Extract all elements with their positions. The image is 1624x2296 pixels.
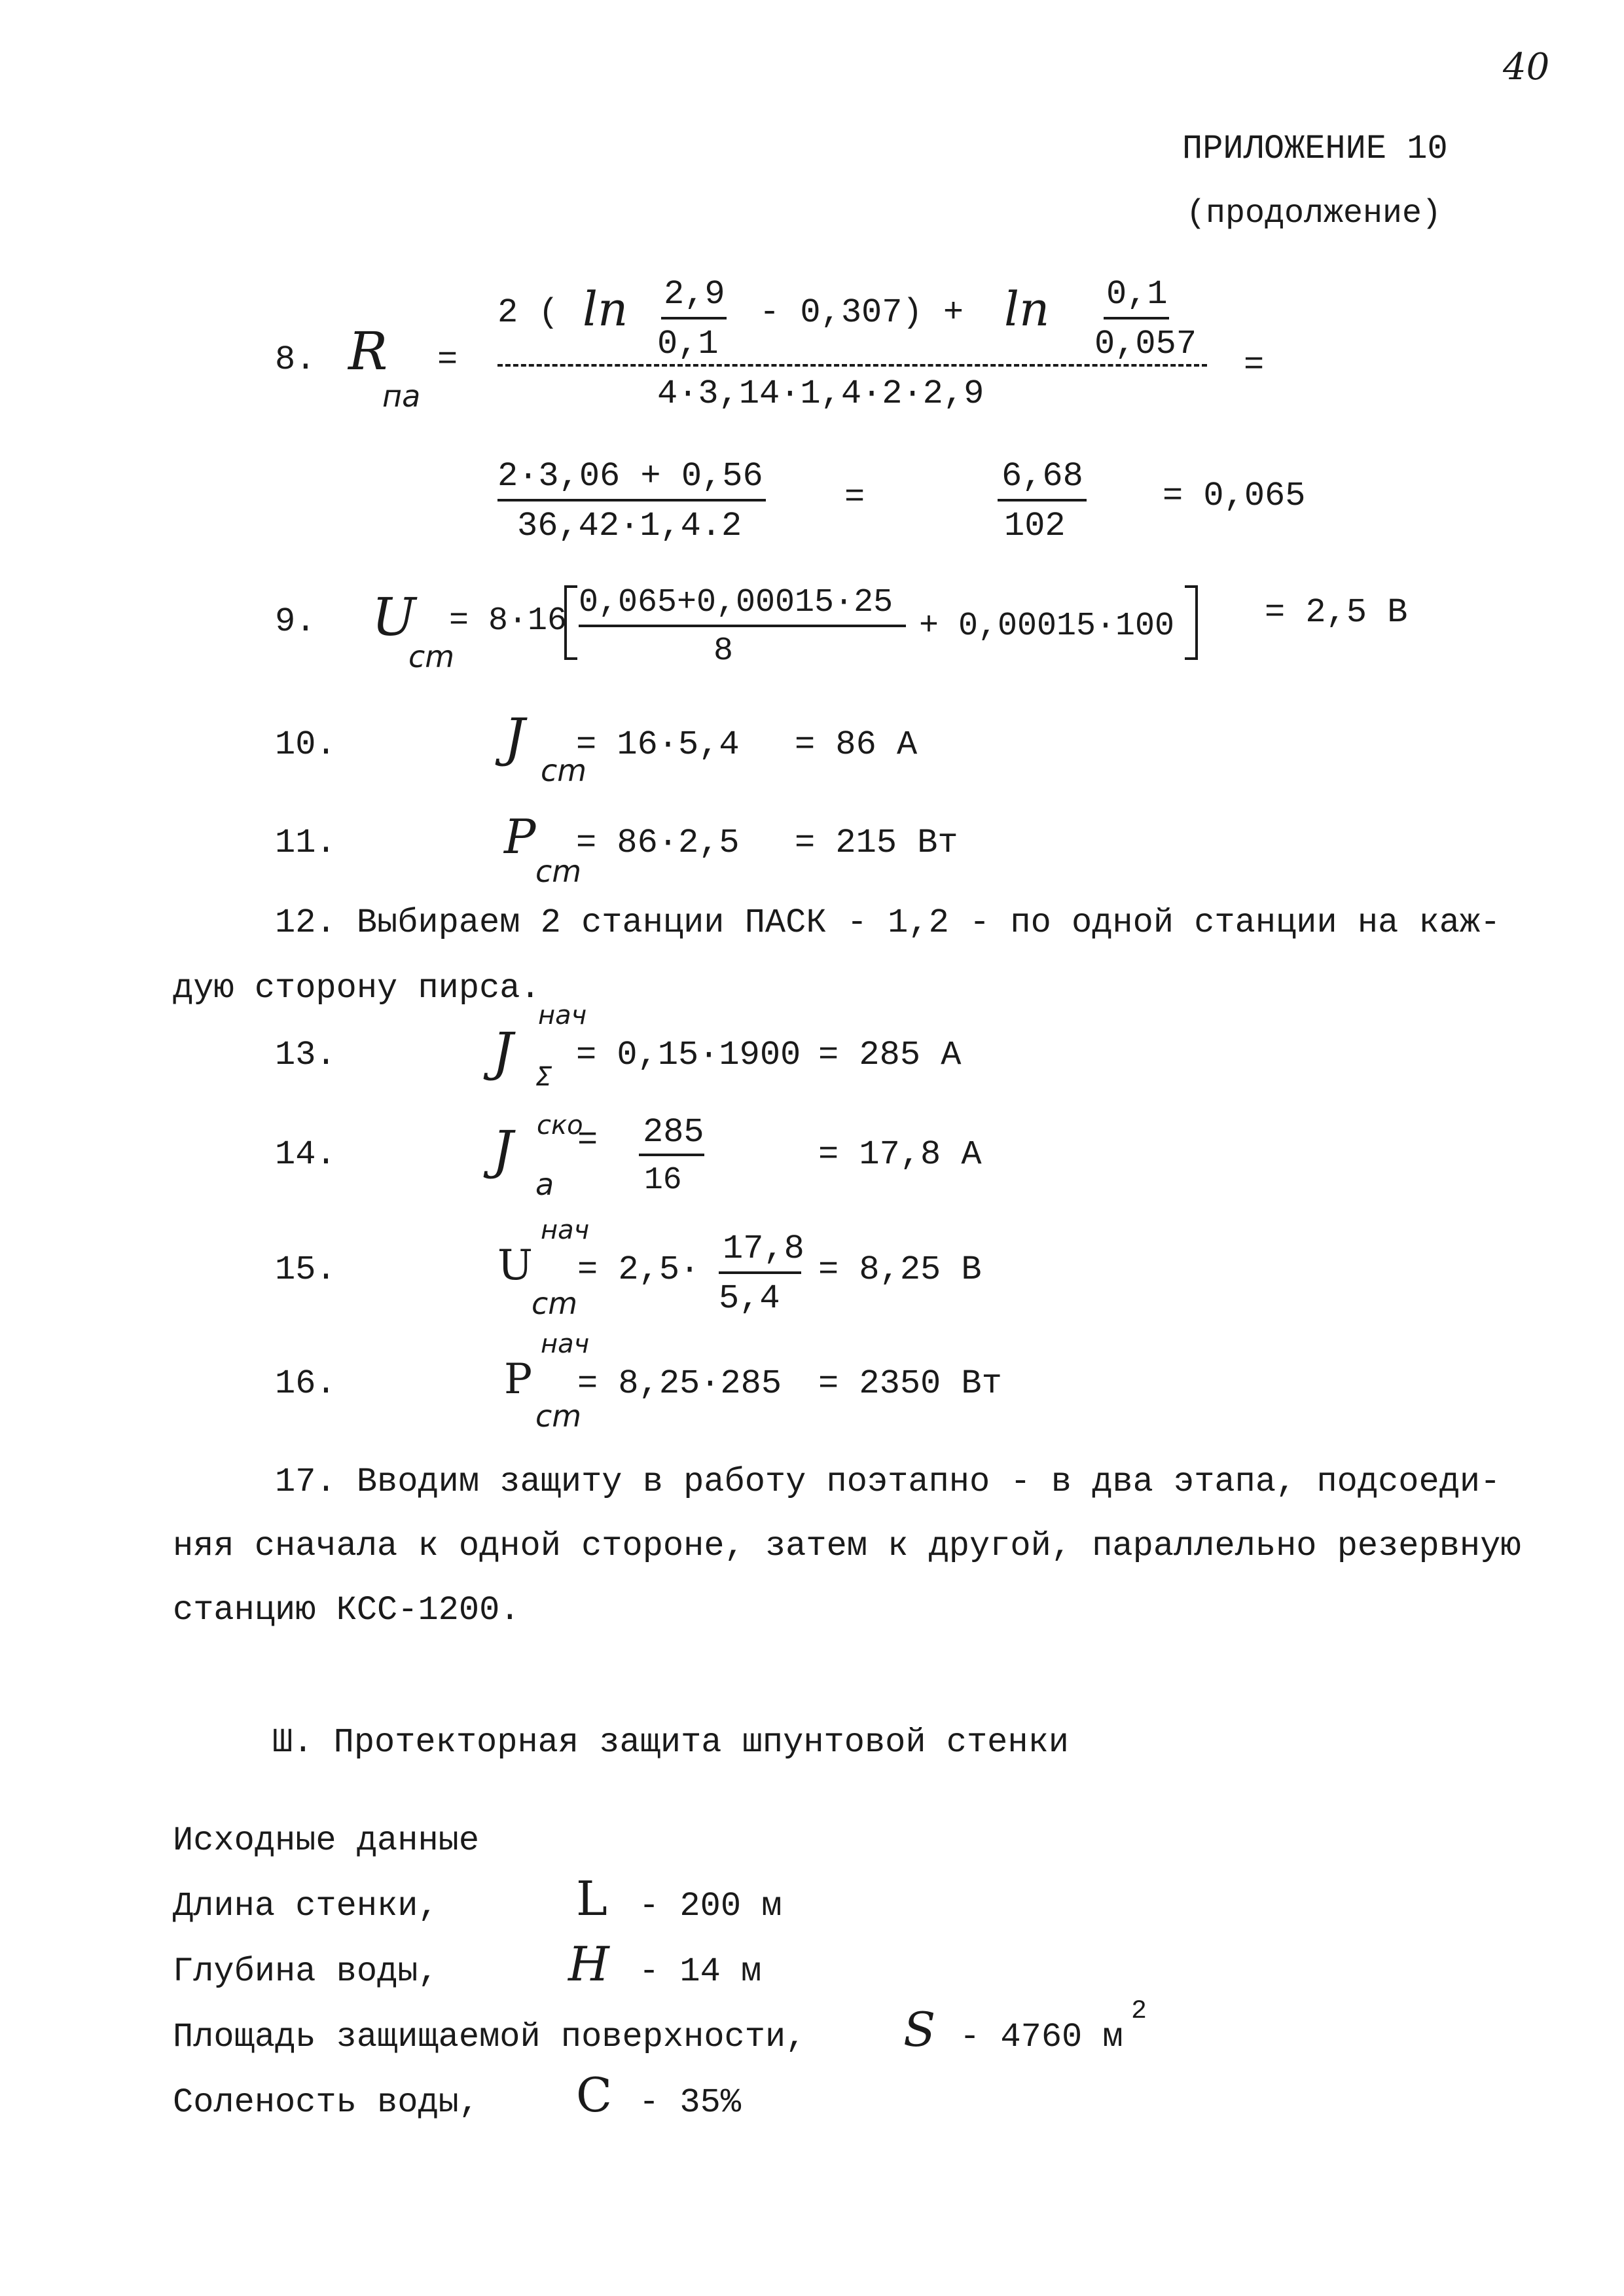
formula-expression: = 8·16 [449,602,568,640]
ln-symbol: ln [583,282,628,337]
result-value: = 8,25 В [818,1250,982,1289]
fraction-denominator: 0,1 [657,325,719,363]
data-row-superscript: 2 [1131,1997,1147,2026]
equals-sign: = [1244,346,1265,384]
formula-number: 15. [275,1250,336,1289]
result-value: = 2350 Вт [818,1364,1002,1403]
equals-sign: = [437,340,458,379]
main-denominator: 4·3,14·1,4·2·2,9 [657,374,984,413]
formula-subscript: cm [535,1398,582,1434]
formula-symbol: P [504,1355,533,1404]
appendix-title: ПРИЛОЖЕНИЕ 10 [1182,130,1448,168]
formula-number: 9. [275,602,316,641]
formula-subscript: Σ [535,1062,552,1092]
data-row-symbol: S [903,2002,936,2057]
fraction-bar [1104,317,1169,319]
ln-symbol: ln [1004,282,1050,337]
fraction-denominator: 8 [713,632,734,670]
section-title: Ш. Протекторная защита шпунтовой стенки [272,1723,1069,1762]
formula-superscript: нач [541,1329,590,1359]
formula-number: 10. [275,725,336,764]
paragraph-17-line-2: няя сначала к одной стороне, затем к другой, параллельно резервную [173,1527,1521,1565]
main-fraction-bar [497,364,1207,367]
formula-subscript: cm [535,854,582,889]
formula-subscript: па [382,378,421,414]
fraction-denominator: 0,057 [1094,325,1197,363]
fraction-denominator: 36,42·1,4.2 [517,507,742,545]
result-value: = 17,8 А [818,1135,982,1174]
data-row-label: Длина стенки, [173,1887,439,1925]
result-value: = 86 А [795,725,918,764]
fraction-numerator: 2·3,06 + 0,56 [497,457,763,496]
formula-expression: = 0,15·1900 [576,1036,801,1074]
fraction-bar [998,499,1087,501]
numerator-part: 2 ( [497,293,559,332]
equals-sign: = [577,1121,598,1159]
left-bracket [564,585,577,660]
appendix-subtitle: (продолжение) [1186,195,1442,232]
formula-subscript: cm [408,639,455,674]
data-row-symbol: C [576,2068,613,2123]
paragraph-12-line-1: 12. Выбираем 2 станции ПАСК - 1,2 - по одной станции на каж- [275,903,1501,942]
formula-subscript: cm [541,753,587,788]
formula-symbol: J [504,707,526,768]
formula-subscript: a [535,1167,554,1202]
page-number: 40 [1503,46,1550,88]
initial-data-heading: Исходные данные [173,1821,480,1860]
formula-subscript: cm [532,1286,578,1321]
data-row-label: Площадь защищаемой поверхности, [173,2018,806,2056]
result-value: = 2,5 В [1265,593,1408,632]
fraction-numerator: 0,065+0,00015·25 [579,584,893,621]
fraction-bar [497,499,766,501]
formula-superscript: ско [537,1110,583,1140]
result-value: = 285 А [818,1036,962,1074]
data-row-value: - 4760 м [960,2018,1123,2056]
formula-expression: = 8,25·285 [577,1364,782,1403]
fraction-bar [639,1154,704,1156]
formula-symbol: U [497,1241,533,1290]
data-row-symbol: L [576,1871,607,1926]
fraction-numerator: 6,68 [1001,457,1083,496]
fraction-numerator: 0,1 [1106,275,1168,314]
formula-symbol: U [372,587,416,647]
paragraph-17-line-3: станцию КСС-1200. [173,1591,520,1630]
formula-number: 8. [275,340,316,379]
equals-sign: = [844,478,865,517]
fraction-bar [579,625,906,627]
fraction-numerator: 285 [643,1113,704,1152]
formula-symbol: J [492,1021,514,1082]
data-row-label: Глубина воды, [173,1952,439,1991]
formula-number: 13. [275,1036,336,1074]
data-row-value: - 35% [639,2083,742,2122]
formula-expression: = 16·5,4 [576,725,740,764]
data-row-symbol: H [568,1937,609,1992]
data-row-value: - 200 м [639,1887,782,1925]
fraction-denominator: 16 [644,1163,682,1198]
result-value: = 0,065 [1163,477,1306,515]
right-bracket [1185,585,1198,660]
paragraph-17-line-1: 17. Вводим защиту в работу поэтапно - в два этапа, подсоеди- [275,1463,1501,1501]
formula-number: 14. [275,1135,336,1174]
formula-expression: = 2,5· [577,1250,700,1289]
numerator-part: - 0,307) + [759,293,964,332]
formula-superscript: нач [538,1000,587,1030]
formula-symbol: R [348,321,388,382]
formula-symbol: J [492,1120,514,1180]
formula-number: 11. [275,824,336,862]
fraction-bar [661,317,727,319]
formula-number: 16. [275,1364,336,1403]
formula-superscript: нач [541,1215,590,1245]
fraction-denominator: 102 [1004,507,1066,545]
fraction-numerator: 17,8 [723,1230,804,1268]
paragraph-12-line-2: дую сторону пирса. [173,969,541,1008]
fraction-numerator: 2,9 [664,275,725,314]
formula-symbol: P [504,809,536,864]
formula-expression: = 86·2,5 [576,824,740,862]
fraction-denominator: 5,4 [719,1279,780,1318]
formula-tail: + 0,00015·100 [919,608,1175,645]
result-value: = 215 Вт [795,824,958,862]
data-row-value: - 14 м [639,1952,762,1991]
fraction-bar [719,1271,801,1274]
data-row-label: Соленость воды, [173,2083,480,2122]
